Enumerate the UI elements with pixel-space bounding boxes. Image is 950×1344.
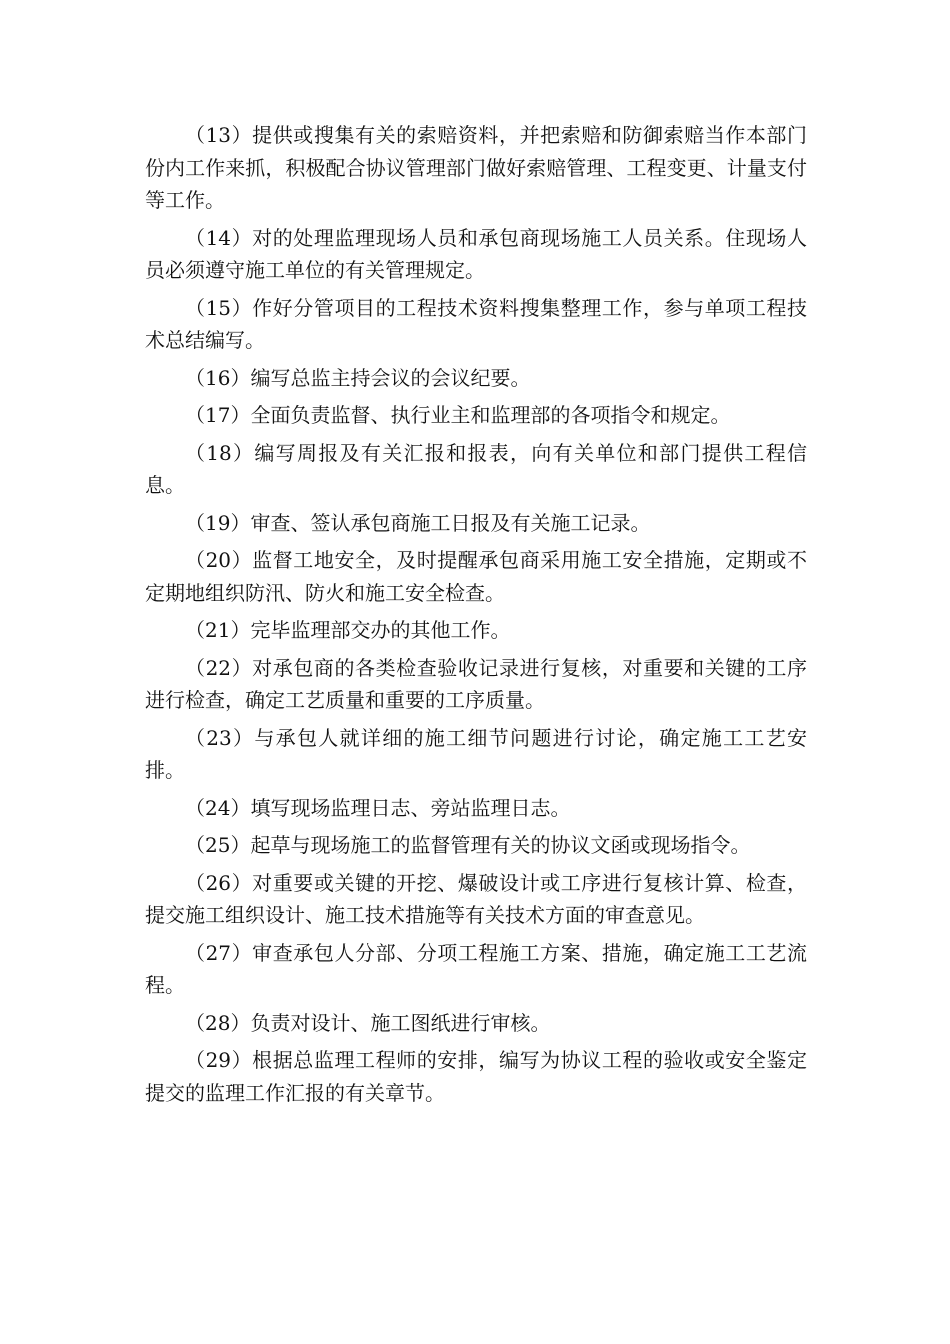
duty-item-19: （19）审查、签认承包商施工日报及有关施工记录。	[185, 510, 651, 535]
duty-item-13: （13）提供或搜集有关的索赔资料，并把索赔和防御索赔当作本部门份内工作来抓，积极配合协议管理部门做好索赔管理、工程变更、计量支付等工作。	[145, 123, 807, 212]
duty-item-23: （23）与承包人就详细的施工细节问题进行讨论，确定施工工艺安排。	[145, 725, 807, 782]
duty-item-20: （20）监督工地安全，及时提醒承包商采用施工安全措施，定期或不定期地组织防汛、防火和施工安全检查。	[145, 548, 807, 605]
duty-item-26: （26）对重要或关键的开挖、爆破设计或工序进行复核计算、检查，提交施工组织设计、施工技术措施等有关技术方面的审查意见。	[145, 870, 807, 927]
duty-item-22: （22）对承包商的各类检查验收记录进行复核，对重要和关键的工序进行检查，确定工艺质量和重要的工序质量。	[145, 655, 807, 712]
duty-item-27: （27）审查承包人分部、分项工程施工方案、措施，确定施工工艺流程。	[145, 940, 807, 997]
duty-item-29: （29）根据总监理工程师的安排，编写为协议工程的验收或安全鉴定提交的监理工作汇报的有关章节。	[145, 1048, 807, 1105]
duty-item-25: （25）起草与现场施工的监督管理有关的协议文函或现场指令。	[185, 833, 751, 857]
duty-item-16: （16）编写总监主持会议的会议纪要。	[185, 365, 531, 390]
duty-item-18: （18）编写周报及有关汇报和报表，向有关单位和部门提供工程信息。	[145, 440, 807, 497]
duty-item-17: （17）全面负责监督、执行业主和监理部的各项指令和规定。	[185, 403, 731, 427]
duty-item-15: （15）作好分管项目的工程技术资料搜集整理工作，参与单项工程技术总结编写。	[145, 295, 807, 352]
duty-item-24: （24）填写现场监理日志、旁站监理日志。	[185, 795, 571, 820]
duty-item-14: （14）对的处理监理现场人员和承包商现场施工人员关系。住现场人员必须遵守施工单位的有关管理规定。	[145, 225, 807, 282]
duty-item-28: （28）负责对设计、施工图纸进行审核。	[185, 1010, 551, 1035]
duty-item-21: （21）完毕监理部交办的其他工作。	[185, 618, 511, 642]
document-body	[145, 119, 807, 1114]
